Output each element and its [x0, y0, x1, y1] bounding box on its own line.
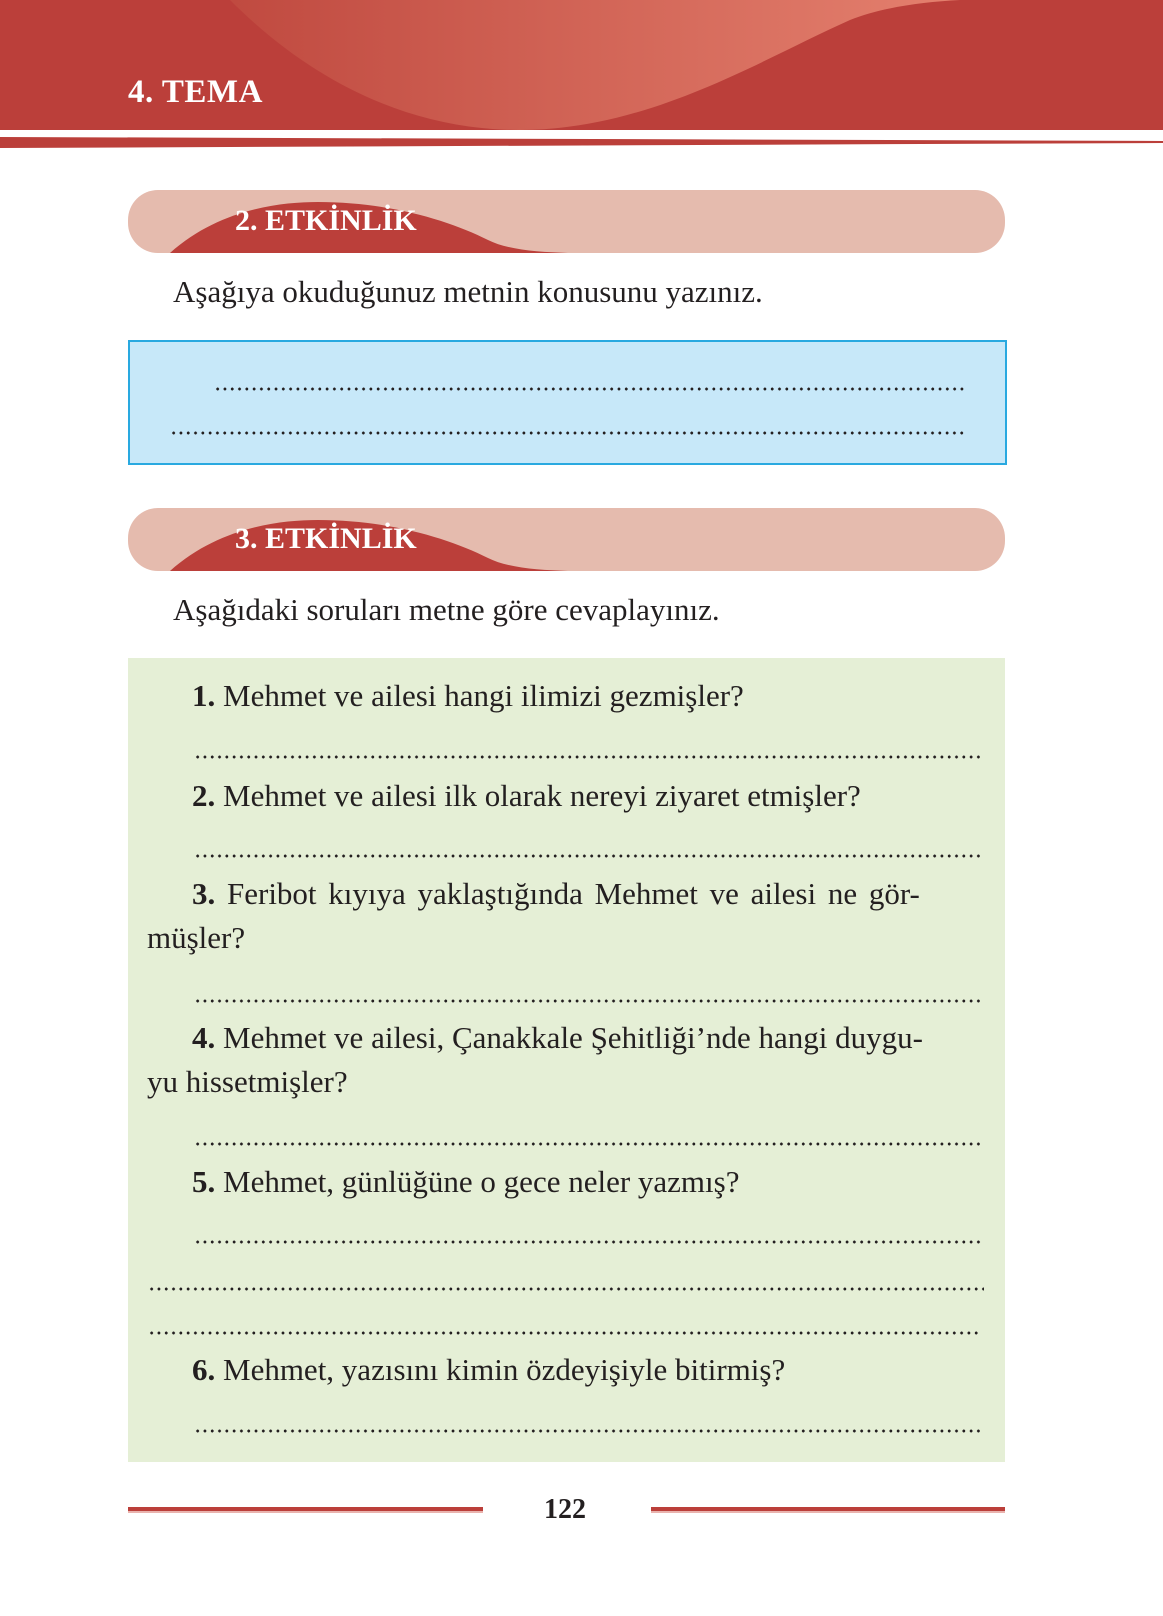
header-stripe: [0, 137, 1163, 148]
answer-line[interactable]: [194, 998, 980, 1004]
answer-line[interactable]: [148, 1330, 978, 1336]
activity-2-answer-box[interactable]: [128, 340, 1007, 465]
answer-line[interactable]: [194, 754, 980, 760]
answer-line[interactable]: [194, 853, 980, 859]
answer-line[interactable]: [194, 1239, 984, 1245]
question-6: 6. Mehmet, yazısını kimin özdeyişiyle bitirmiş?: [192, 1352, 786, 1387]
question-3-continued: müşler?: [147, 920, 246, 955]
activity-3-questions-box: [128, 658, 1005, 1462]
activity-3-instruction: Aşağıdaki soruları metne göre cevaplayınız.: [173, 592, 720, 627]
activity-2-title: 2. ETKİNLİK: [235, 204, 417, 237]
activity-3-title: 3. ETKİNLİK: [235, 522, 417, 555]
answer-line[interactable]: [214, 386, 966, 392]
page-number: 122: [544, 1494, 586, 1525]
question-3: 3. Feribot kıyıya yaklaştığında Mehmet ve ailesi ne gör-: [192, 876, 920, 911]
footer-line-left: [128, 1507, 483, 1513]
activity-2-instruction: Aşağıya okuduğunuz metnin konusunu yazınız.: [173, 274, 763, 309]
answer-line[interactable]: [148, 1286, 984, 1292]
question-5: 5. Mehmet, günlüğüne o gece neler yazmış?: [192, 1164, 740, 1199]
answer-line[interactable]: [194, 1141, 980, 1147]
question-2: 2. Mehmet ve ailesi ilk olarak nereyi ziyaret etmişler?: [192, 778, 861, 813]
question-4-continued: yu hissetmişler?: [147, 1064, 348, 1099]
question-1: 1. Mehmet ve ailesi hangi ilimizi gezmişler?: [192, 678, 744, 713]
answer-line[interactable]: [194, 1428, 980, 1434]
theme-title: 4. TEMA: [128, 74, 263, 110]
activity-3-banner: [128, 508, 1005, 571]
answer-line[interactable]: [170, 430, 966, 436]
question-4: 4. Mehmet ve ailesi, Çanakkale Şehitliği’nde hangi duygu-: [192, 1020, 923, 1055]
activity-2-banner: [128, 190, 1005, 253]
footer-line-right: [651, 1507, 1005, 1513]
